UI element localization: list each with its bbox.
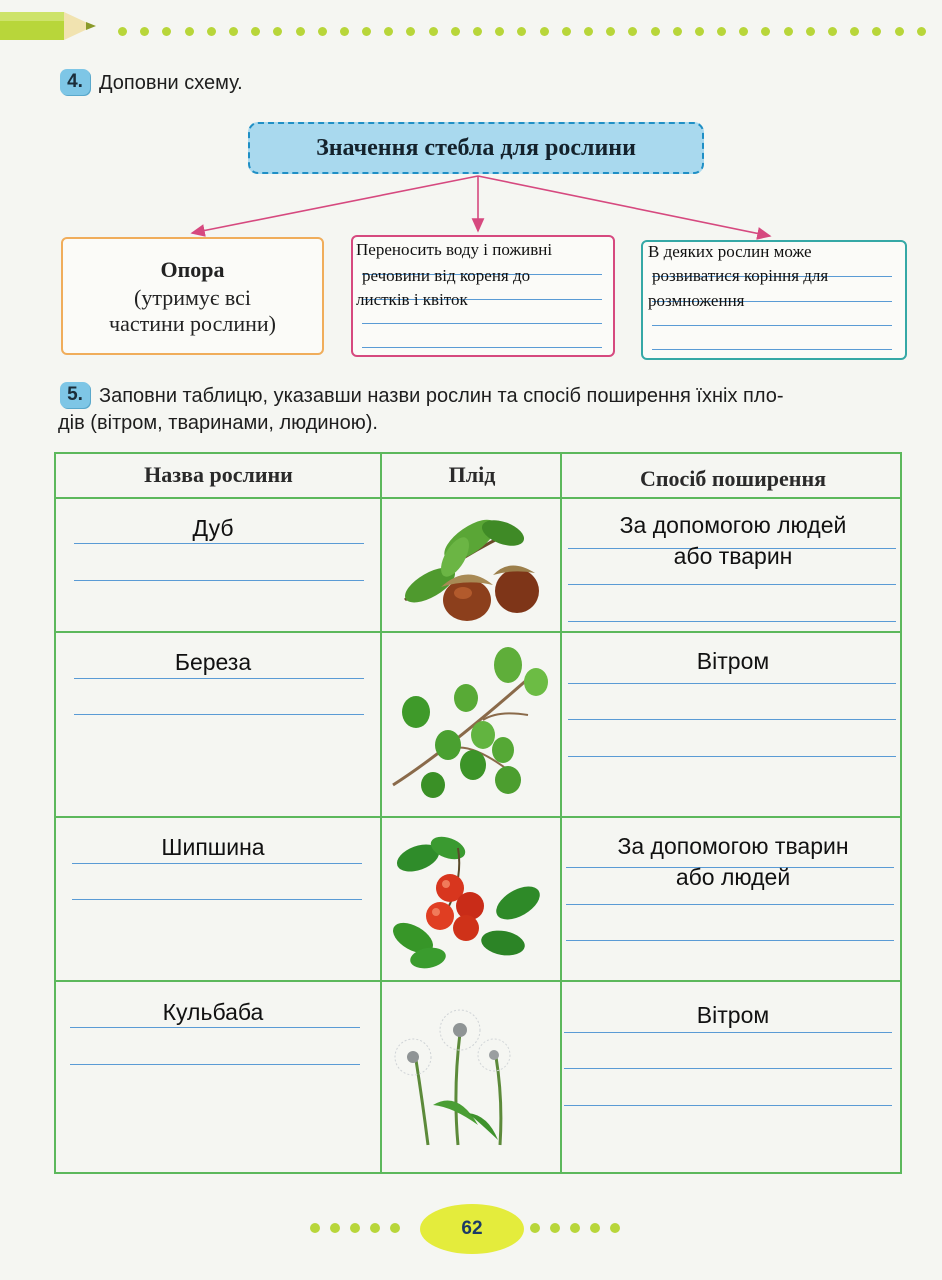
row-4-plant-name: Кульбаба (162, 999, 264, 1025)
oak-acorn-icon (385, 505, 555, 625)
rosehip-icon (388, 828, 553, 973)
row-4-method-line1: Вітром (696, 1002, 770, 1028)
bottom-dots-left (310, 1223, 400, 1233)
row-2-method-line1: Вітром (696, 648, 770, 674)
task-5-number-badge: 5. (60, 382, 90, 408)
task-4-number-badge: 4. (60, 69, 90, 95)
scheme-box-reproduction-line1: В деяких рослин може (648, 242, 812, 261)
header-spread-method: Спосіб поширення (639, 466, 827, 491)
row-3-plant-name: Шипшина (161, 834, 265, 860)
birch-branch-icon (388, 640, 553, 805)
row-3-method-line2: або людей (675, 864, 791, 890)
row-3-method-line1: За допомогою тварин (617, 833, 849, 859)
row-1-method-line2: або тварин (673, 543, 793, 569)
scheme-box-reproduction-line2: розвиватися коріння для (652, 266, 829, 285)
task-5-instruction-line1: Заповни таблицю, указавши назви рослин та спосіб поширення їхніх пло- (99, 385, 784, 407)
scheme-box-reproduction-line3: розмноження (648, 291, 745, 310)
header-plant-name: Назва рослини (144, 462, 293, 487)
header-fruit: Плід (448, 462, 496, 487)
bottom-dots-right (530, 1223, 620, 1233)
scheme-box-support-title: Опора (160, 257, 225, 282)
row-1-plant-name: Дуб (192, 515, 234, 541)
dandelion-icon (388, 995, 553, 1160)
scheme-title: Значення стебла для рослини (248, 122, 704, 174)
scheme-box-transport-line1: Переносить воду і поживні (356, 240, 553, 259)
row-2-plant-name: Береза (174, 649, 252, 675)
row-1-method-line1: За допомогою людей (619, 512, 847, 538)
task-5-instruction-line2: дів (вітром, тваринами, людиною). (58, 412, 378, 434)
page-number: 62 (420, 1204, 524, 1254)
scheme-box-support-line2: (утримує всі (134, 285, 251, 310)
scheme-box-support-line3: частини рослини) (109, 311, 276, 336)
task-4-instruction: Доповни схему. (99, 72, 243, 94)
scheme-box-transport-line3: листків і квіток (356, 290, 468, 309)
scheme-box-transport-line2: речовини від кореня до (362, 266, 531, 285)
